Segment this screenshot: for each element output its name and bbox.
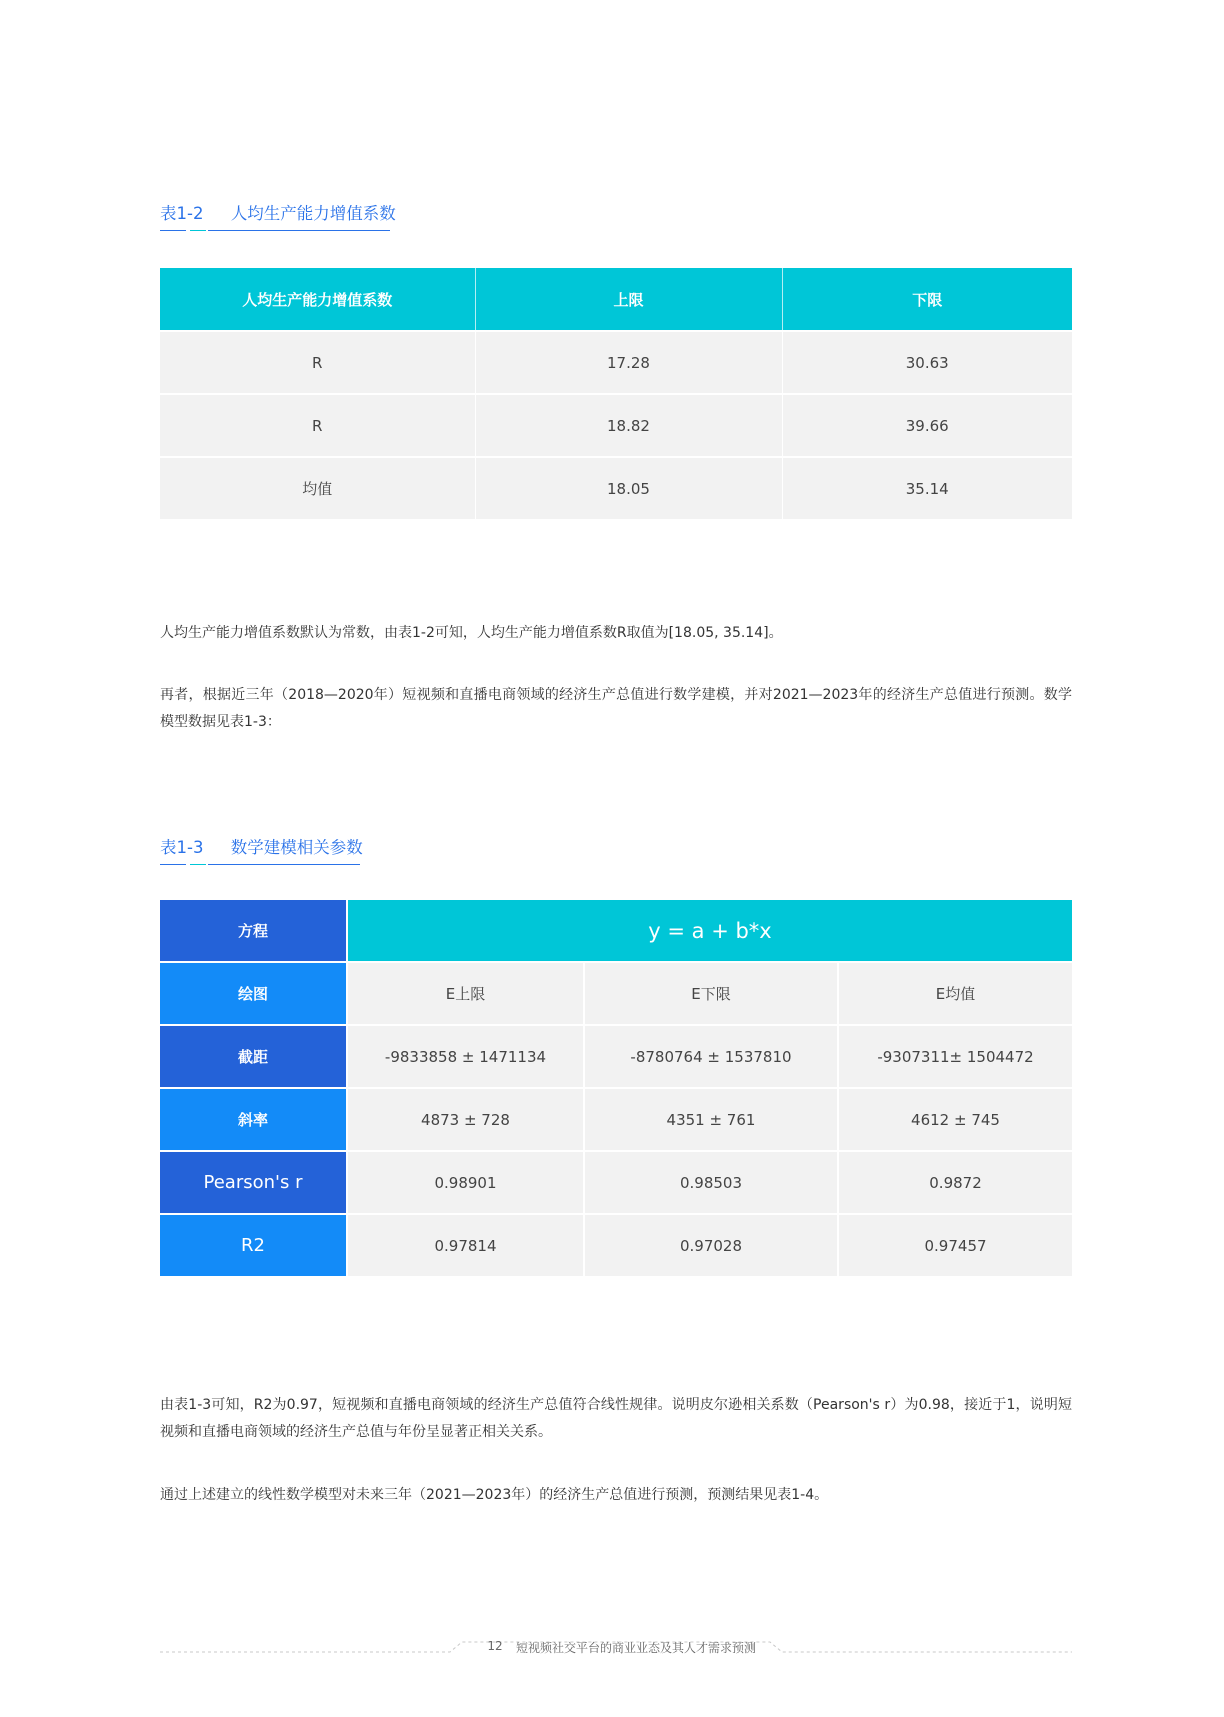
table-cell: 18.05: [475, 457, 782, 519]
column-header: 下限: [782, 268, 1072, 331]
table-cell: R: [160, 394, 475, 457]
paragraph: 由表1-3可知，R2为0.97，短视频和直播电商领域的经济生产总值符合线性规律。说明皮尔逊相关系数（Pearson's r）为0.98，接近于1，说明短视频和直播电商领域的经济生产总值与年份呈显著正相关关系。: [160, 1397, 1072, 1440]
table-cell: 4873 ± 728: [347, 1088, 584, 1151]
caption-underline: [160, 230, 186, 231]
row-header: 斜率: [160, 1088, 347, 1151]
table-row: [160, 394, 1072, 457]
table-cell: 4351 ± 761: [584, 1088, 838, 1151]
table-cell: 4612 ± 745: [838, 1088, 1072, 1151]
table-cell: -8780764 ± 1537810: [584, 1025, 838, 1088]
row-header: Pearson's r: [160, 1151, 347, 1214]
caption-underline: [160, 864, 186, 865]
row-header: 绘图: [160, 962, 347, 1025]
footer-title: 短视频社交平台的商业业态及其人才需求预测: [516, 1641, 757, 1655]
caption-underline: [208, 230, 390, 231]
table-cell: 0.97457: [838, 1214, 1072, 1276]
plot-row: [160, 962, 1072, 1025]
column-header: E均值: [838, 962, 1072, 1025]
table-cell: -9833858 ± 1471134: [347, 1025, 584, 1088]
table-cell: 0.97814: [347, 1214, 584, 1276]
paragraph: 人均生产能力增值系数默认为常数，由表1-2可知，人均生产能力增值系数R取值为[18.05, 35.14]。: [160, 625, 783, 641]
equation-row: [160, 900, 1072, 962]
table-row: [160, 1088, 1072, 1151]
table-cell: 0.98503: [584, 1151, 838, 1214]
table-row: [160, 457, 1072, 519]
page-number: 12: [487, 1639, 503, 1653]
column-header: E上限: [347, 962, 584, 1025]
table-row: [160, 1025, 1072, 1088]
table-1-2: [160, 268, 1072, 519]
table-number: 表1-2: [160, 204, 204, 223]
table-title: 人均生产能力增值系数: [230, 204, 396, 223]
table-cell: 35.14: [782, 457, 1072, 519]
table-row: [160, 331, 1072, 394]
caption-underline: [208, 864, 360, 865]
table-cell: 17.28: [475, 331, 782, 394]
table-1-3-caption: [160, 834, 363, 894]
table-row: [160, 1214, 1072, 1276]
paragraph: 再者，根据近三年（2018—2020年）短视频和直播电商领域的经济生产总值进行数学建模，并对2021—2023年的经济生产总值进行预测。数学模型数据见表1-3：: [160, 687, 1072, 730]
row-header: R2: [160, 1214, 347, 1276]
table-1-3: [160, 900, 1072, 1276]
table-cell: 0.97028: [584, 1214, 838, 1276]
table-title: 数学建模相关参数: [230, 838, 363, 857]
column-header: 人均生产能力增值系数: [160, 268, 475, 331]
row-header: 方程: [160, 900, 347, 962]
column-header: E下限: [584, 962, 838, 1025]
table-cell: 均值: [160, 457, 475, 519]
table-cell: 30.63: [782, 331, 1072, 394]
table-cell: 18.82: [475, 394, 782, 457]
row-header: 截距: [160, 1025, 347, 1088]
column-header: 上限: [475, 268, 782, 331]
table-cell: R: [160, 331, 475, 394]
table-cell: 0.9872: [838, 1151, 1072, 1214]
table-header-row: [160, 268, 1072, 331]
table-1-2-caption: [160, 200, 396, 260]
table-cell: 39.66: [782, 394, 1072, 457]
caption-underline-accent: [190, 230, 206, 231]
page-footer: [160, 1630, 1072, 1660]
paragraph: 通过上述建立的线性数学模型对未来三年（2021—2023年）的经济生产总值进行预测，预测结果见表1-4。: [160, 1487, 829, 1503]
table-number: 表1-3: [160, 838, 204, 857]
table-cell: 0.98901: [347, 1151, 584, 1214]
table-row: [160, 1151, 1072, 1214]
equation-cell: y = a + b*x: [347, 900, 1072, 962]
table-cell: -9307311± 1504472: [838, 1025, 1072, 1088]
caption-underline-accent: [190, 864, 206, 865]
